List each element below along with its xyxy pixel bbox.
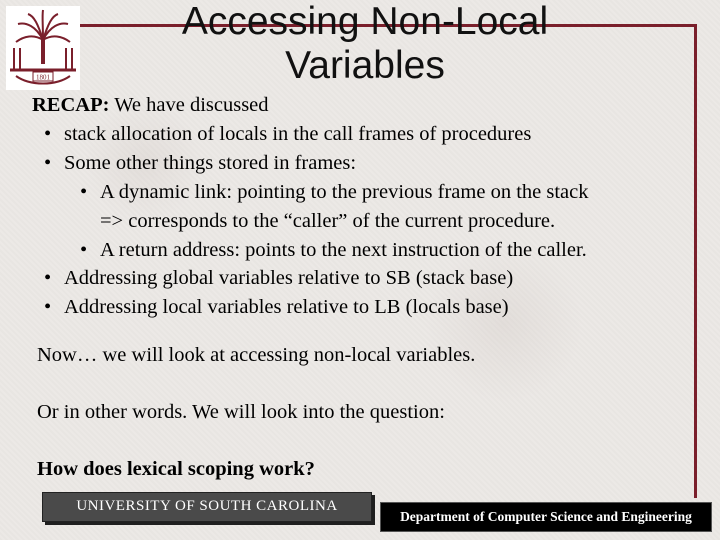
list-item: • Addressing local variables relative to LB (locals base) (44, 296, 509, 318)
list-item-text: Some other things stored in frames: (64, 152, 357, 174)
list-item-text: stack allocation of locals in the call frames of procedures (64, 123, 532, 145)
sub-list-continuation (100, 209, 555, 233)
recap-text: We have discussed (109, 94, 269, 116)
paragraph-now: Now… we will look at accessing non-local variables. (37, 344, 476, 366)
list-item: • Some other things stored in frames: (44, 152, 357, 174)
sub-list-item-text: A dynamic link: pointing to the previous frame on the stack (100, 181, 589, 203)
list-item-text: Addressing local variables relative to LB (locals base) (64, 296, 509, 318)
sub-list-item-text: => corresponds to the “caller” of the current procedure. (100, 210, 556, 232)
sub-list-item: • A return address: points to the next instruction of the caller. (80, 239, 587, 261)
list-item: • stack allocation of locals in the call frames of procedures (44, 123, 532, 145)
question-text: How does lexical scoping work? (37, 458, 315, 480)
list-item-text: Addressing global variables relative to SB (stack base) (64, 267, 514, 289)
paragraph-question-intro: Or in other words. We will look into the question: (37, 401, 445, 423)
sub-list-item-text: A return address: points to the next instruction of the caller. (100, 239, 587, 261)
list-item: • Addressing global variables relative to SB (stack base) (44, 267, 514, 289)
title-line-2: Variables (285, 44, 445, 87)
logo-year: 1801 (36, 73, 50, 82)
sub-list-item: • A dynamic link: pointing to the previous frame on the stack (80, 181, 589, 203)
recap-line (32, 93, 269, 117)
recap-label: RECAP: (32, 94, 110, 116)
footer-university: UNIVERSITY OF SOUTH CAROLINA (42, 492, 372, 522)
title-line-1: Accessing Non-Local (181, 0, 549, 43)
footer-department: Department of Computer Science and Engineering (380, 502, 712, 532)
